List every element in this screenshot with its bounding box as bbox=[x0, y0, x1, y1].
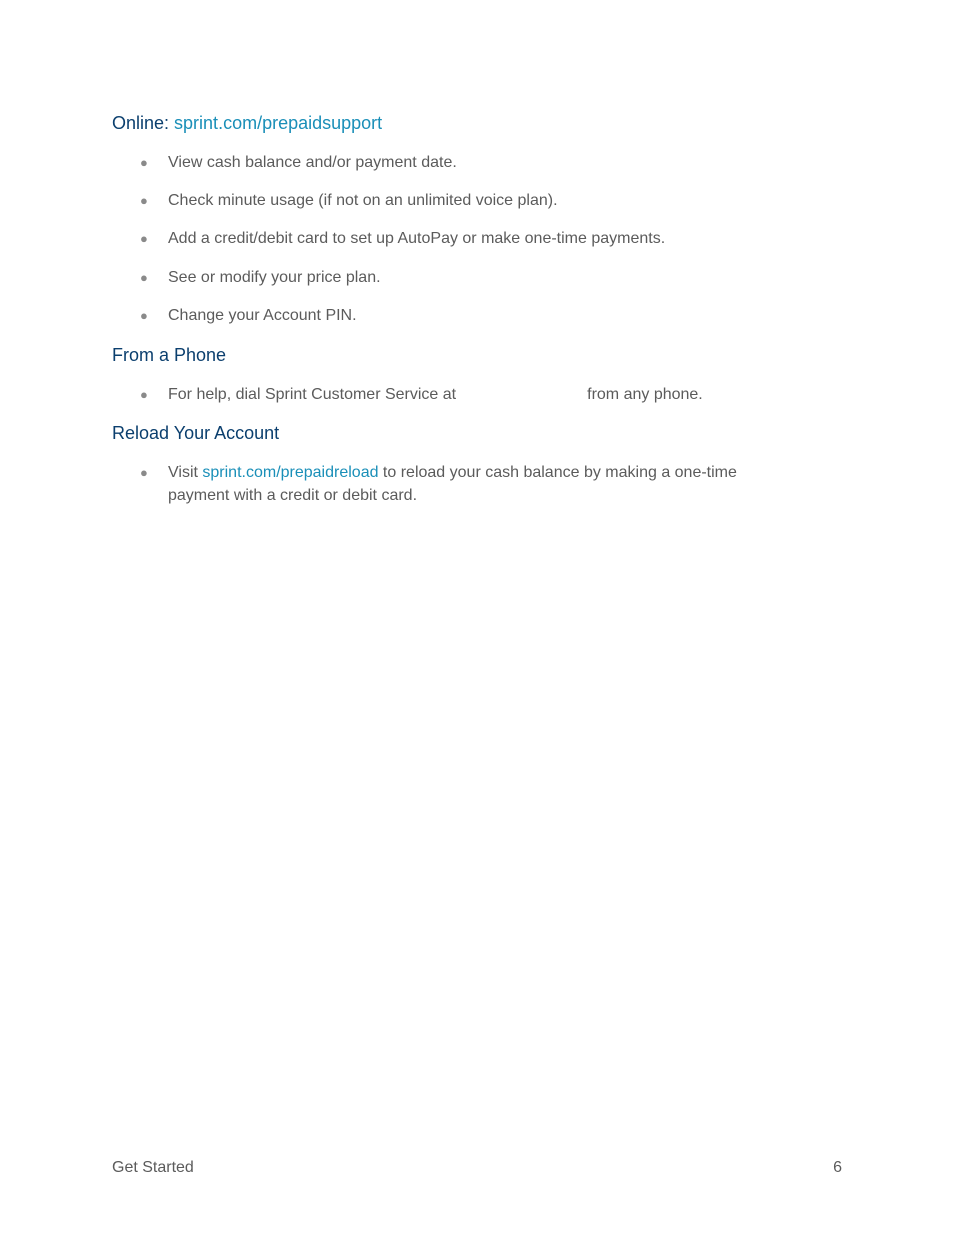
bullet-icon: ● bbox=[140, 308, 148, 323]
bullet-icon: ● bbox=[140, 155, 148, 170]
list-item bbox=[140, 304, 800, 327]
list-item bbox=[140, 227, 800, 250]
reload-text-after: to reload your cash balance by making a one-time payment with a credit or debit card. bbox=[168, 464, 737, 504]
list-item-text: View cash balance and/or payment date. bbox=[168, 154, 457, 171]
list-item bbox=[140, 461, 800, 507]
phone-text-after: from any phone. bbox=[587, 386, 703, 403]
prepaid-support-link[interactable]: sprint.com/prepaidsupport bbox=[174, 113, 383, 133]
list-item bbox=[140, 151, 800, 174]
list-item-text: See or modify your price plan. bbox=[168, 269, 381, 286]
bullet-icon: ● bbox=[140, 465, 148, 480]
bullet-icon: ● bbox=[140, 193, 148, 208]
list-item bbox=[140, 383, 800, 406]
online-label: Online: bbox=[112, 113, 175, 133]
list-item-text bbox=[168, 461, 800, 507]
online-heading bbox=[112, 112, 382, 134]
list-item-text: Check minute usage (if not on an unlimited voice plan). bbox=[168, 192, 558, 209]
list-item-text bbox=[168, 383, 800, 406]
reload-text-before: Visit bbox=[168, 464, 203, 481]
bullet-icon: ● bbox=[140, 270, 148, 285]
phone-text-before: For help, dial Sprint Customer Service at bbox=[168, 386, 457, 403]
prepaid-reload-link[interactable]: sprint.com/prepaidreload bbox=[202, 464, 379, 481]
bullet-icon: ● bbox=[140, 231, 148, 246]
bullet-icon: ● bbox=[140, 387, 148, 402]
list-item-text: Change your Account PIN. bbox=[168, 307, 357, 324]
list-item-text: Add a credit/debit card to set up AutoPay or make one-time payments. bbox=[168, 230, 666, 247]
phone-heading: From a Phone bbox=[112, 345, 227, 365]
list-item bbox=[140, 266, 800, 289]
reload-heading: Reload Your Account bbox=[112, 423, 280, 443]
list-item bbox=[140, 189, 800, 212]
footer-section-name: Get Started bbox=[112, 1159, 194, 1176]
page-number: 6 bbox=[833, 1159, 842, 1176]
